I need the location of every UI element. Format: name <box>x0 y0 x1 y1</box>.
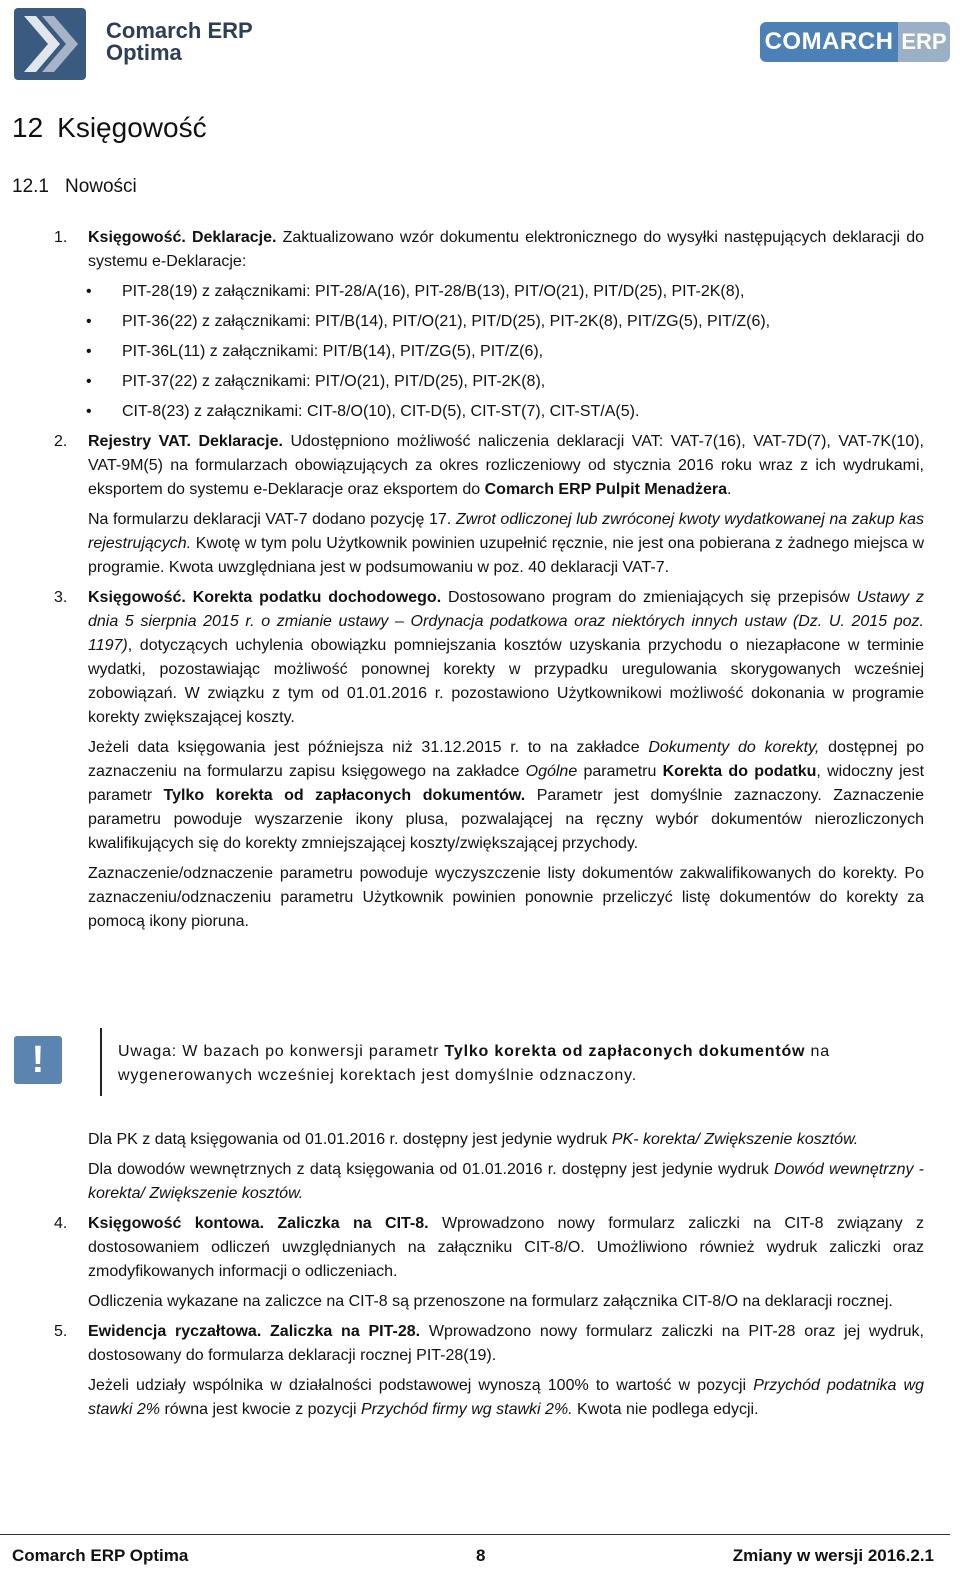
document-body-continued <box>54 1128 924 1428</box>
footer-divider <box>0 1534 950 1535</box>
paragraph <box>88 226 924 274</box>
footer-page-number: 8 <box>476 1546 486 1565</box>
bullet-item: • CIT-8(23) z załącznikami: CIT-8/O(10), CIT-D(5), CIT-ST(7), CIT-ST/A(5). <box>88 400 924 424</box>
logo-left-line1: Comarch ERP <box>106 18 253 43</box>
chapter-title: Księgowość <box>57 112 207 143</box>
list-item <box>54 586 924 934</box>
logo-right-part2: ERP <box>898 22 950 62</box>
item-text: Dostosowano program do zmieniających się przepisów <box>441 589 857 606</box>
note-text-part: Uwaga: W bazach po konwersji parametr <box>118 1043 445 1060</box>
bullet-list <box>88 280 924 424</box>
list-item-continued <box>54 1128 924 1206</box>
item-text: , dotyczących uchylenia obowiązku pomniejszania kosztów uzyskania przychodu o niezapłacone w terminie wydatki, pozostawiając możliwość ponownej korekty w przypadku uregulowania skorygowanych wcześniej zobowiązań. W związku z tym od 01.01.2016 r. pozostawiono Użytkownikowi możliwość dokonania w programie korekty zwiększającej koszty. <box>88 637 924 726</box>
item-text: Kwotę w tym polu Użytkownik powinien uzupełnić ręcznie, nie jest ona pobierana z żadnego miejsca w programie. Kwota uwzględniana jest w podsumowaniu w poz. 40 deklaracji VAT-7. <box>88 535 924 576</box>
paragraph: Zaznaczenie/odznaczenie parametru powoduje wyczyszczenie listy dokumentów zakwalifikowanych do korekty. Po zaznaczeniu/odznaczeniu parametru Użytkownik powinien ponownie przeliczyć listę dokumentów do korekty za pomocą ikony pioruna. <box>88 865 924 930</box>
bullet-item: • PIT-36(22) z załącznikami: PIT/B(14), PIT/O(21), PIT/D(25), PIT-2K(8), PIT/ZG(5), PIT/Z(6), <box>88 310 924 334</box>
item-text: równa jest kwocie z pozycji <box>160 1401 361 1418</box>
item-text: parametru <box>577 763 663 780</box>
item-italic-text: PK- korekta/ Zwiększenie kosztów. <box>611 1131 859 1148</box>
item-heading: Księgowość. Korekta podatku dochodowego. <box>88 589 442 606</box>
paragraph <box>88 508 924 580</box>
logo-right-part1: COMARCH <box>760 22 898 62</box>
paragraph <box>88 1212 924 1284</box>
paragraph <box>88 736 924 856</box>
paragraph: Odliczenia wykazane na zaliczce na CIT-8 są przenoszone na formularz załącznika CIT-8/O na deklaracji rocznej. <box>88 1293 893 1310</box>
section-title: Nowości <box>64 176 137 197</box>
item-text: Jeżeli udziały wspólnika w działalności podstawowej wynoszą 100% to wartość w pozycji <box>88 1377 754 1394</box>
paragraph <box>88 1374 924 1422</box>
list-item <box>54 430 924 580</box>
exclamation-icon: ! <box>14 1036 62 1084</box>
item-number: 2. <box>54 433 68 450</box>
paragraph <box>88 1128 924 1152</box>
item-italic-text: Ogólne <box>525 763 578 780</box>
item-text: . <box>727 481 732 498</box>
item-italic-text: Ustawy z dnia 5 sierpnia 2015 r. o zmianie ustawy – Ordynacja podatkowa oraz niektórych innych ustaw (Dz. U. 2015 poz. 1197) <box>88 589 925 654</box>
item-heading: Księgowość. Deklaracje. <box>88 229 277 246</box>
item-italic-text: Przychód podatnika wg stawki 2% <box>88 1377 924 1418</box>
item-italic-text: Dokumenty do korekty, <box>648 739 820 756</box>
item-italic-text: Dowód wewnętrzny - korekta/ Zwiększenie kosztów. <box>88 1161 925 1202</box>
footer-product: Comarch ERP Optima <box>12 1546 189 1565</box>
list-item <box>54 1212 924 1314</box>
paragraph <box>88 1158 924 1206</box>
optima-logo-icon <box>14 8 86 80</box>
item-bold-text: Comarch ERP Pulpit Menadżera <box>484 481 728 498</box>
item-text: Parametr jest domyślnie zaznaczony. Zaznaczenie parametru powoduje wyszarzenie ikony plusa, pozwalającej na ręczny wybór dokumentów nierozliczonych kwalifikujących się do korekty zmniejszającej koszty/zwiększającej przychody. <box>88 787 925 852</box>
item-text: Wprowadzono nowy formularz zaliczki na CIT-8 związany z dostosowaniem odliczeń uwzględnianych na załączniku CIT-8/O. Umożliwiono również wydruk zaliczki oraz zmodyfikowanych informacji o odliczeniach. <box>88 1215 924 1280</box>
note-text <box>118 1040 928 1088</box>
bullet-item: • PIT-28(19) z załącznikami: PIT-28/A(16), PIT-28/B(13), PIT/O(21), PIT/D(25), PIT-2K(8), <box>88 280 924 304</box>
document-body <box>54 226 924 940</box>
section-number: 12.1 <box>12 176 49 197</box>
item-text: , widoczny jest parametr <box>88 763 925 804</box>
chapter-number: 12 <box>12 112 44 143</box>
item-text: Kwota nie podlega edycji. <box>572 1401 759 1418</box>
item-italic-text: Zwrot odliczonej lub zwróconej kwoty wydatkowanej na zakup kas rejestrujących. <box>88 511 925 552</box>
item-text: Zaktualizowano wzór dokumentu elektronicznego do wysyłki następujących deklaracji do systemu e-Deklaracje: <box>88 229 924 270</box>
paragraph <box>88 430 924 502</box>
paragraph <box>88 1320 924 1368</box>
warning-note <box>14 1028 934 1096</box>
item-number: 5. <box>54 1323 68 1340</box>
comarch-erp-optima-logo <box>14 8 254 80</box>
item-text: Dla PK z datą księgowania od 01.01.2016 r. dostępny jest jedynie wydruk <box>88 1131 612 1148</box>
section-heading <box>12 176 137 198</box>
item-text: Wprowadzono nowy formularz zaliczki na PIT-28 oraz jej wydruk, dostosowany do formularza deklaracji rocznej PIT-28(19). <box>88 1323 925 1364</box>
item-heading: Rejestry VAT. Deklaracje. <box>88 433 283 450</box>
paragraph <box>88 586 924 730</box>
logo-left-line2: Optima <box>106 40 182 65</box>
comarch-erp-logo <box>760 22 950 62</box>
note-text-part: na wygenerowanych wcześniej korektach jest domyślnie odznaczony. <box>118 1043 830 1084</box>
list-item <box>54 1320 924 1422</box>
item-italic-text: Przychód firmy wg stawki 2%. <box>361 1401 573 1418</box>
item-bold-text: Korekta do podatku <box>662 763 817 780</box>
item-text: dostępnej po zaznaczeniu na formularzu zapisu księgowego na zakładce <box>88 739 925 780</box>
item-number: 3. <box>54 589 68 606</box>
item-text: Udostępniono możliwość naliczenia deklaracji VAT: VAT-7(16), VAT-7D(7), VAT-7K(10), VAT-9M(5) na formularzach obowiązujących za okres rozliczeniowy od stycznia 2016 roku wraz z ich wydrukami, eksportem do systemu e-Deklaracje oraz eksportem do <box>88 433 924 498</box>
item-text: Na formularzu deklaracji VAT-7 dodano pozycję 17. <box>88 511 456 528</box>
bullet-item: • PIT-36L(11) z załącznikami: PIT/B(14), PIT/ZG(5), PIT/Z(6), <box>88 340 924 364</box>
item-number: 1. <box>54 229 68 246</box>
item-text: Dla dowodów wewnętrznych z datą księgowania od 01.01.2016 r. dostępny jest jedynie wydruk <box>88 1161 774 1178</box>
item-text: Jeżeli data księgowania jest późniejsza niż 31.12.2015 r. to na zakładce <box>88 739 649 756</box>
item-heading: Ewidencja ryczałtowa. Zaliczka na PIT-28. <box>88 1323 421 1340</box>
list-item <box>54 226 924 424</box>
footer-version: Zmiany w wersji 2016.2.1 <box>732 1546 934 1565</box>
chapter-heading <box>12 112 207 144</box>
item-bold-text: Tylko korekta od zapłaconych dokumentów. <box>163 787 526 804</box>
bullet-item: • PIT-37(22) z załącznikami: PIT/O(21), PIT/D(25), PIT-2K(8), <box>88 370 924 394</box>
item-heading: Księgowość kontowa. Zaliczka na CIT-8. <box>88 1215 429 1232</box>
note-divider <box>100 1028 102 1096</box>
item-number: 4. <box>54 1215 68 1232</box>
note-bold-text: Tylko korekta od zapłaconych dokumentów <box>444 1043 806 1060</box>
